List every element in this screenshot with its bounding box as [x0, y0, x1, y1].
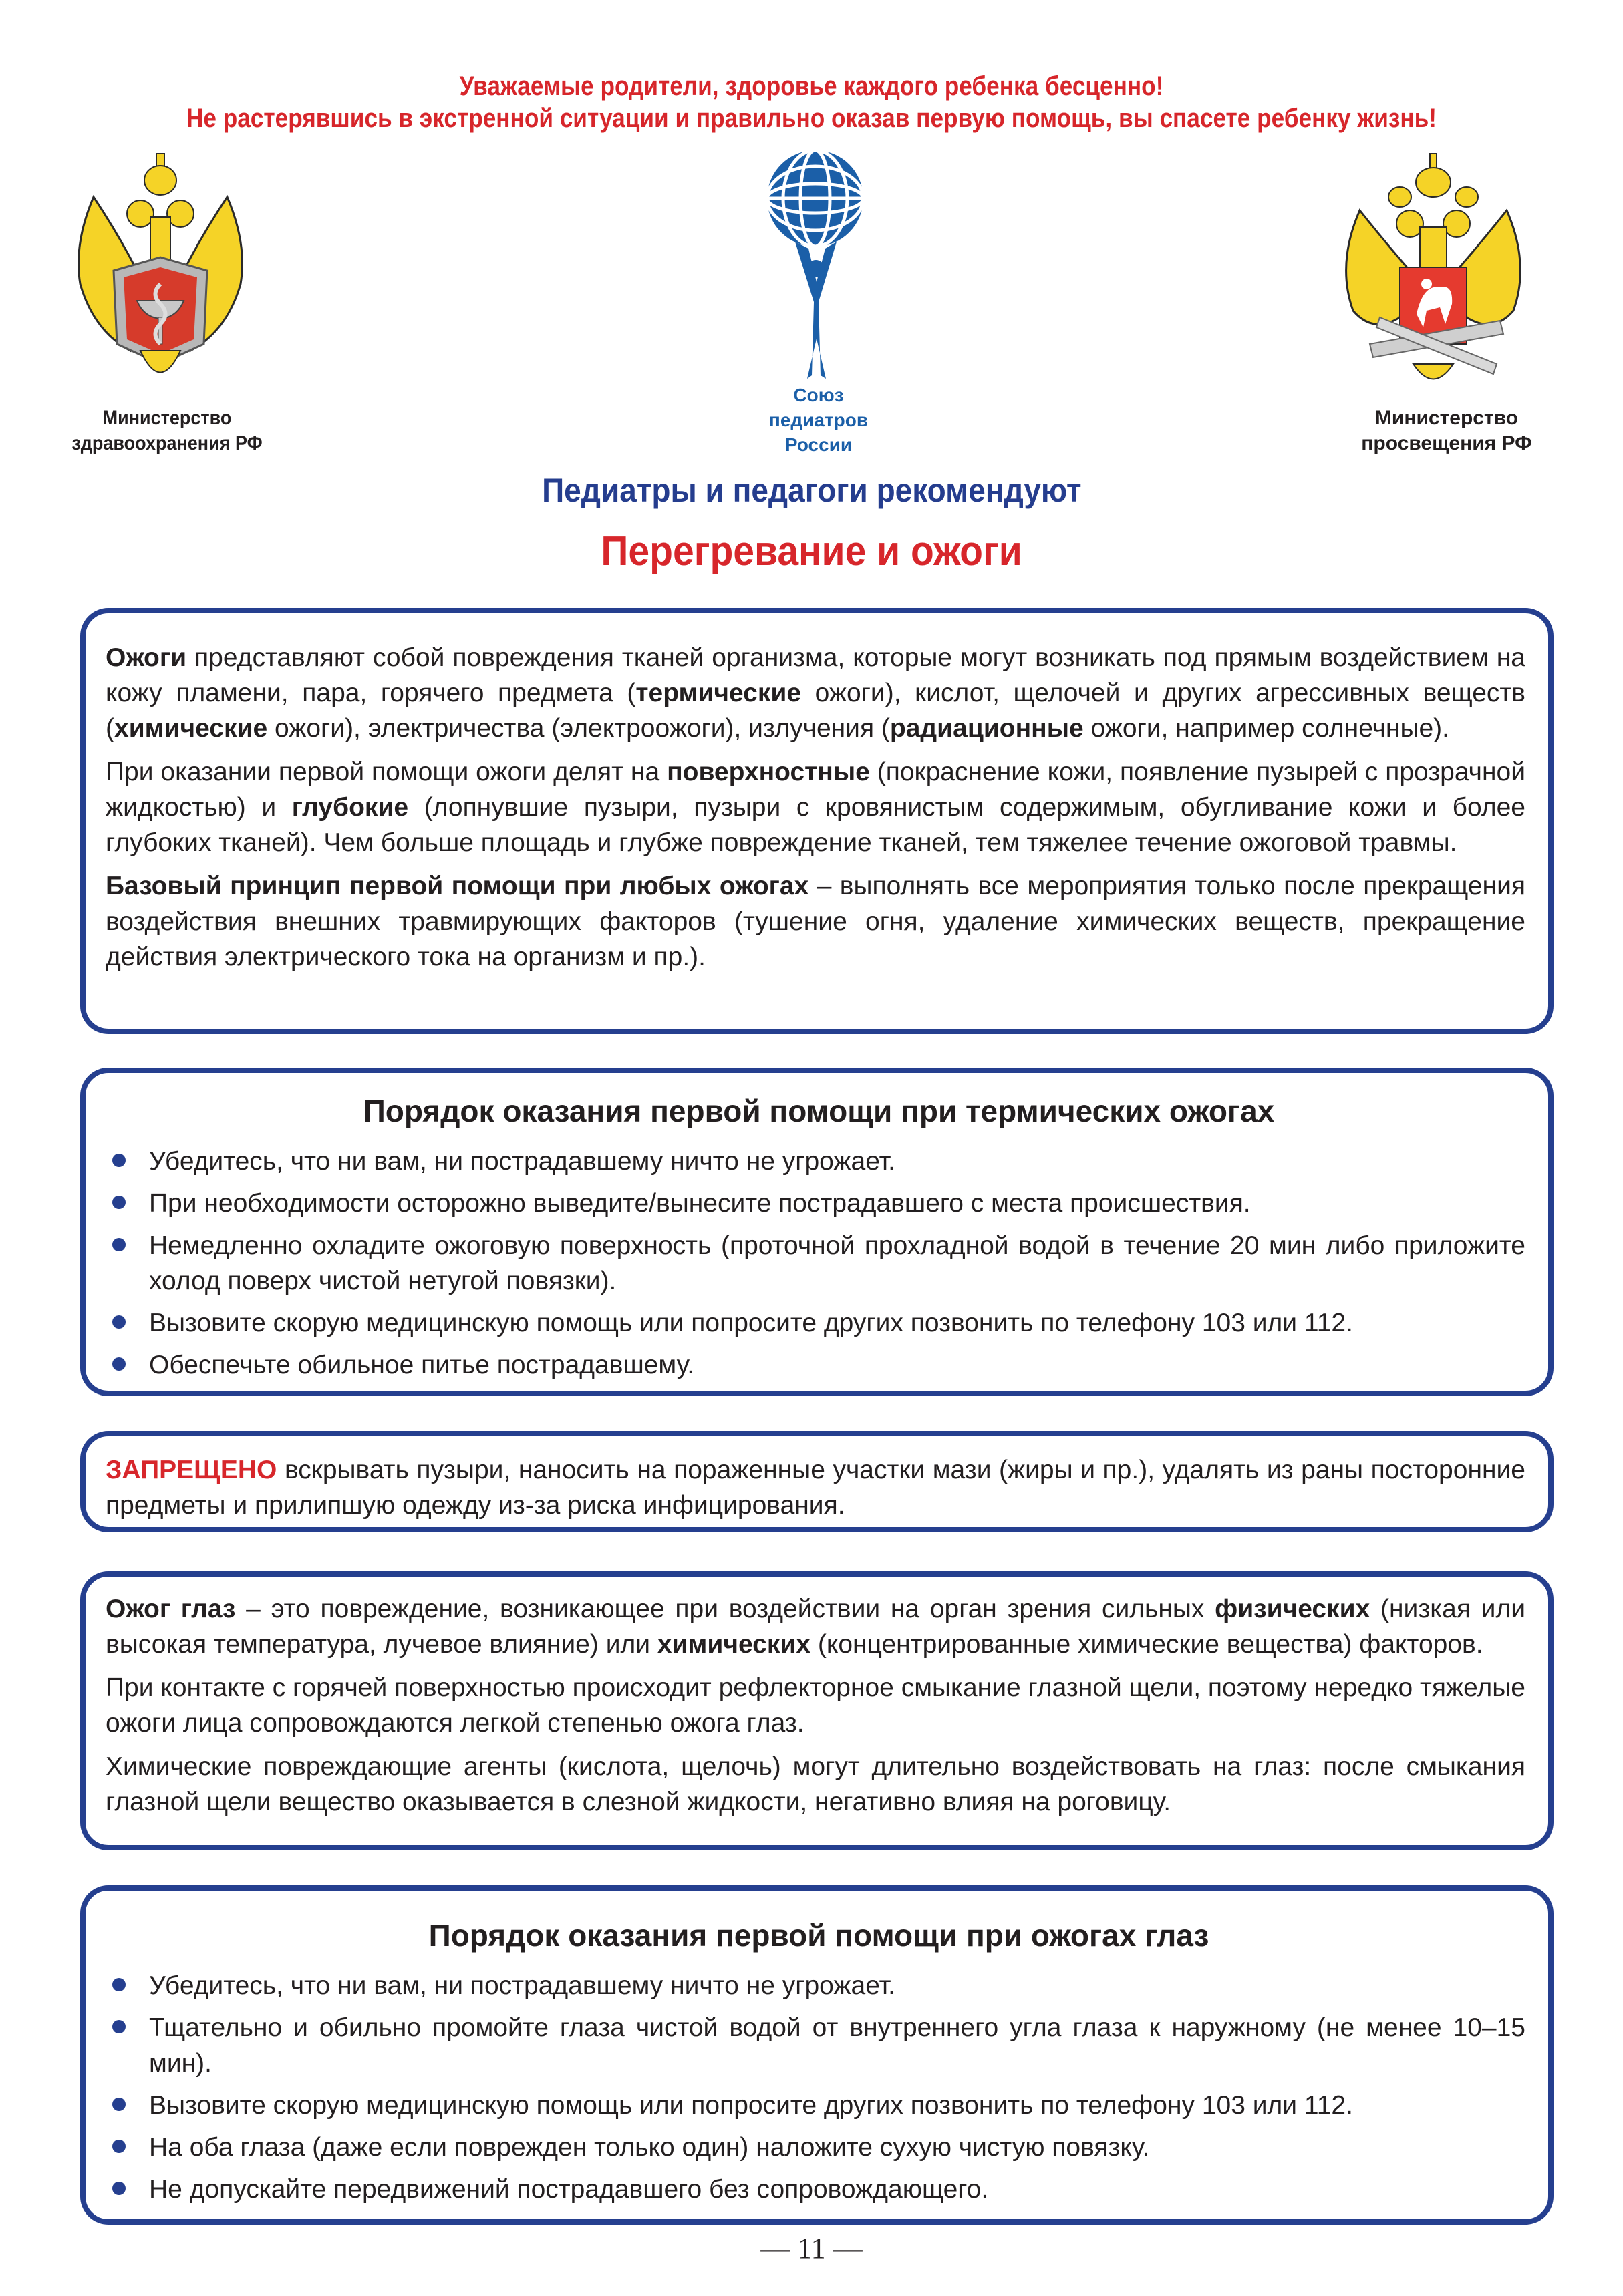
item-text: При необходимости осторожно выведите/вынесите пострадавшего с места происшествия.	[149, 1189, 1251, 1218]
eye-burns-heading: Порядок оказания первой помощи при ожогах глаз	[428, 1918, 1209, 1953]
intro-paragraph-1	[106, 640, 1525, 746]
caption-line: здравоохранения РФ	[71, 432, 263, 454]
caption-line: просвещения РФ	[1361, 432, 1532, 454]
bullet-icon	[112, 2020, 126, 2033]
term-deep: глубокие	[291, 793, 409, 822]
thermal-burns-list	[112, 1144, 1525, 1383]
text: При оказании первой помощи ожоги делят на	[106, 758, 668, 786]
caption-line: Союз	[793, 385, 844, 405]
term-chemical: химических	[657, 1630, 811, 1659]
banner-line-2: Не растерявшись в экстренной ситуации и правильно оказав первую помощь, вы спасете ребенку жизнь!	[186, 104, 1437, 133]
basic-principle-label: Базовый принцип первой помощи при любых ожогах	[106, 872, 809, 900]
page-number: — 11 —	[760, 2232, 863, 2265]
caption-line: России	[784, 434, 853, 455]
list-item	[112, 1305, 1525, 1341]
text: представляют собой повреждения тканей организма, которые могут возникать под прямым воздействием на кожу пламени, пара, горячего предмета (	[106, 643, 1525, 707]
list-item	[112, 2172, 1525, 2207]
list-item	[112, 1144, 1525, 1179]
union-of-pediatricians-caption	[735, 383, 902, 457]
list-item	[112, 1228, 1525, 1299]
text: ожоги), электричества (электроожоги), излучения (	[267, 714, 890, 743]
term-chemical: химические	[114, 714, 268, 743]
intro-box	[80, 608, 1554, 1034]
item-text: Тщательно и обильно промойте глаза чистой водой от внутреннего угла глаза к наружному (не менее 10–15 мин).	[149, 2013, 1525, 2078]
ministry-of-education-emblem-icon	[1333, 150, 1533, 394]
thermal-burns-heading: Порядок оказания первой помощи при термических ожогах	[363, 1094, 1275, 1128]
eye-burn-info-box	[80, 1571, 1554, 1850]
page-title	[0, 528, 1623, 575]
item-text: Не допускайте передвижений пострадавшего без сопровождающего.	[149, 2175, 989, 2204]
list-item	[112, 1347, 1525, 1383]
bullet-icon	[112, 1315, 126, 1329]
item-text: Обеспечьте обильное питье пострадавшему.	[149, 1351, 695, 1379]
prohibited-label: ЗАПРЕЩЕНО	[106, 1456, 277, 1484]
bullet-icon	[112, 2140, 126, 2153]
subtitle-text: Педиатры и педагоги рекомендуют	[541, 472, 1082, 509]
ministry-of-education-caption	[1320, 405, 1574, 456]
ministry-of-health-emblem-icon	[67, 150, 254, 394]
intro-paragraph-3	[106, 868, 1525, 975]
eye-burns-aid-box	[80, 1885, 1554, 2225]
list-item	[112, 2130, 1525, 2165]
text: ожоги), кислот, щелочей и других агрессивных веществ (	[106, 679, 1525, 743]
bullet-icon	[112, 2182, 126, 2195]
item-text: На оба глаза (даже если поврежден только один) наложите сухую чистую повязку.	[149, 2133, 1150, 2162]
list-item	[112, 2010, 1525, 2081]
union-of-pediatricians-logo-icon	[755, 148, 875, 389]
prohibited-warning-box	[80, 1431, 1554, 1532]
item-text: Убедитесь, что ни вам, ни пострадавшему ничто не угрожает.	[149, 1147, 895, 1176]
bullet-icon	[112, 1154, 126, 1167]
caption-line: педиатров	[768, 409, 869, 430]
intro-paragraph-2	[106, 754, 1525, 860]
item-text: Немедленно охладите ожоговую поверхность (проточной прохладной водой в течение 20 мин либо приложите холод поверх чистой нетугой повязки).	[149, 1231, 1525, 1295]
eye-burn-paragraph-1	[106, 1591, 1525, 1662]
thermal-burns-aid-box	[80, 1068, 1554, 1396]
eye-burn-paragraph-2: При контакте с горячей поверхностью происходит рефлекторное смыкание глазной щели, поэтому нередко тяжелые ожоги лица сопровождаются легкой степенью ожога глаз.	[106, 1673, 1525, 1738]
text: (лопнувшие пузыри, пузыри с кровянистым содержимым, обугливание кожи и более глубоких тканей). Чем больше площадь и глубже повреждение тканей, тем тяжелее течение ожоговой травмы.	[106, 793, 1525, 857]
item-text: Убедитесь, что ни вам, ни пострадавшему ничто не угрожает.	[149, 1971, 895, 2000]
list-item	[112, 1186, 1525, 1221]
warning-paragraph	[106, 1452, 1525, 1523]
banner-line-1: Уважаемые родители, здоровье каждого ребенка бесценно!	[459, 71, 1164, 101]
bullet-icon	[112, 1357, 126, 1371]
bullet-icon	[112, 1238, 126, 1251]
term-physical: физических	[1215, 1595, 1370, 1623]
caption-line: Министерство	[102, 407, 232, 429]
term-radiation: радиационные	[889, 714, 1084, 743]
text: (низкая или высокая температура, лучевое влияние) или	[106, 1595, 1526, 1659]
term-burns: Ожоги	[106, 643, 187, 672]
text: ожоги, например солнечные).	[1083, 714, 1449, 743]
text: – выполнять все мероприятия только после прекращения воздействия внешних травмирующих факторов (тушение огня, удаление химических веществ, прекращение действия электрического тока на организм и пр.).	[106, 872, 1526, 971]
term-superficial: поверхностные	[667, 758, 870, 786]
eye-burns-list	[112, 1968, 1525, 2207]
text: (концентрированные химические вещества) факторов.	[810, 1630, 1483, 1659]
term-thermal: термические	[635, 679, 802, 707]
text: – это повреждение, возникающее при воздействии на орган зрения сильных	[235, 1595, 1215, 1623]
list-item	[112, 2088, 1525, 2123]
caption-line: Министерство	[1374, 407, 1519, 429]
eye-burn-paragraph-3: Химические повреждающие агенты (кислота, щелочь) могут длительно воздействовать на глаз: после смыкания глазной щели вещество оказывается в слезной жидкости, негативно влияя на роговицу.	[106, 1752, 1525, 1816]
term-eye-burn: Ожог глаз	[106, 1595, 236, 1623]
bullet-icon	[112, 2098, 126, 2111]
text: (покраснение кожи, появление пузырей с прозрачной жидкостью) и	[106, 758, 1526, 822]
list-item	[112, 1968, 1525, 2003]
ministry-of-health-caption	[53, 405, 281, 456]
title-text: Перегревание и ожоги	[601, 528, 1022, 575]
bullet-icon	[112, 1196, 126, 1209]
item-text: Вызовите скорую медицинскую помощь или попросите других позвонить по телефону 103 или 112.	[149, 1309, 1353, 1337]
warning-text: вскрывать пузыри, наносить на пораженные участки мази (жиры и пр.), удалять из раны посторонние предметы и прилипшую одежду из-за риска инфицирования.	[106, 1456, 1525, 1520]
item-text: Вызовите скорую медицинскую помощь или попросите других позвонить по телефону 103 или 112.	[149, 2091, 1353, 2120]
bullet-icon	[112, 1978, 126, 1991]
page-subtitle	[0, 471, 1623, 510]
